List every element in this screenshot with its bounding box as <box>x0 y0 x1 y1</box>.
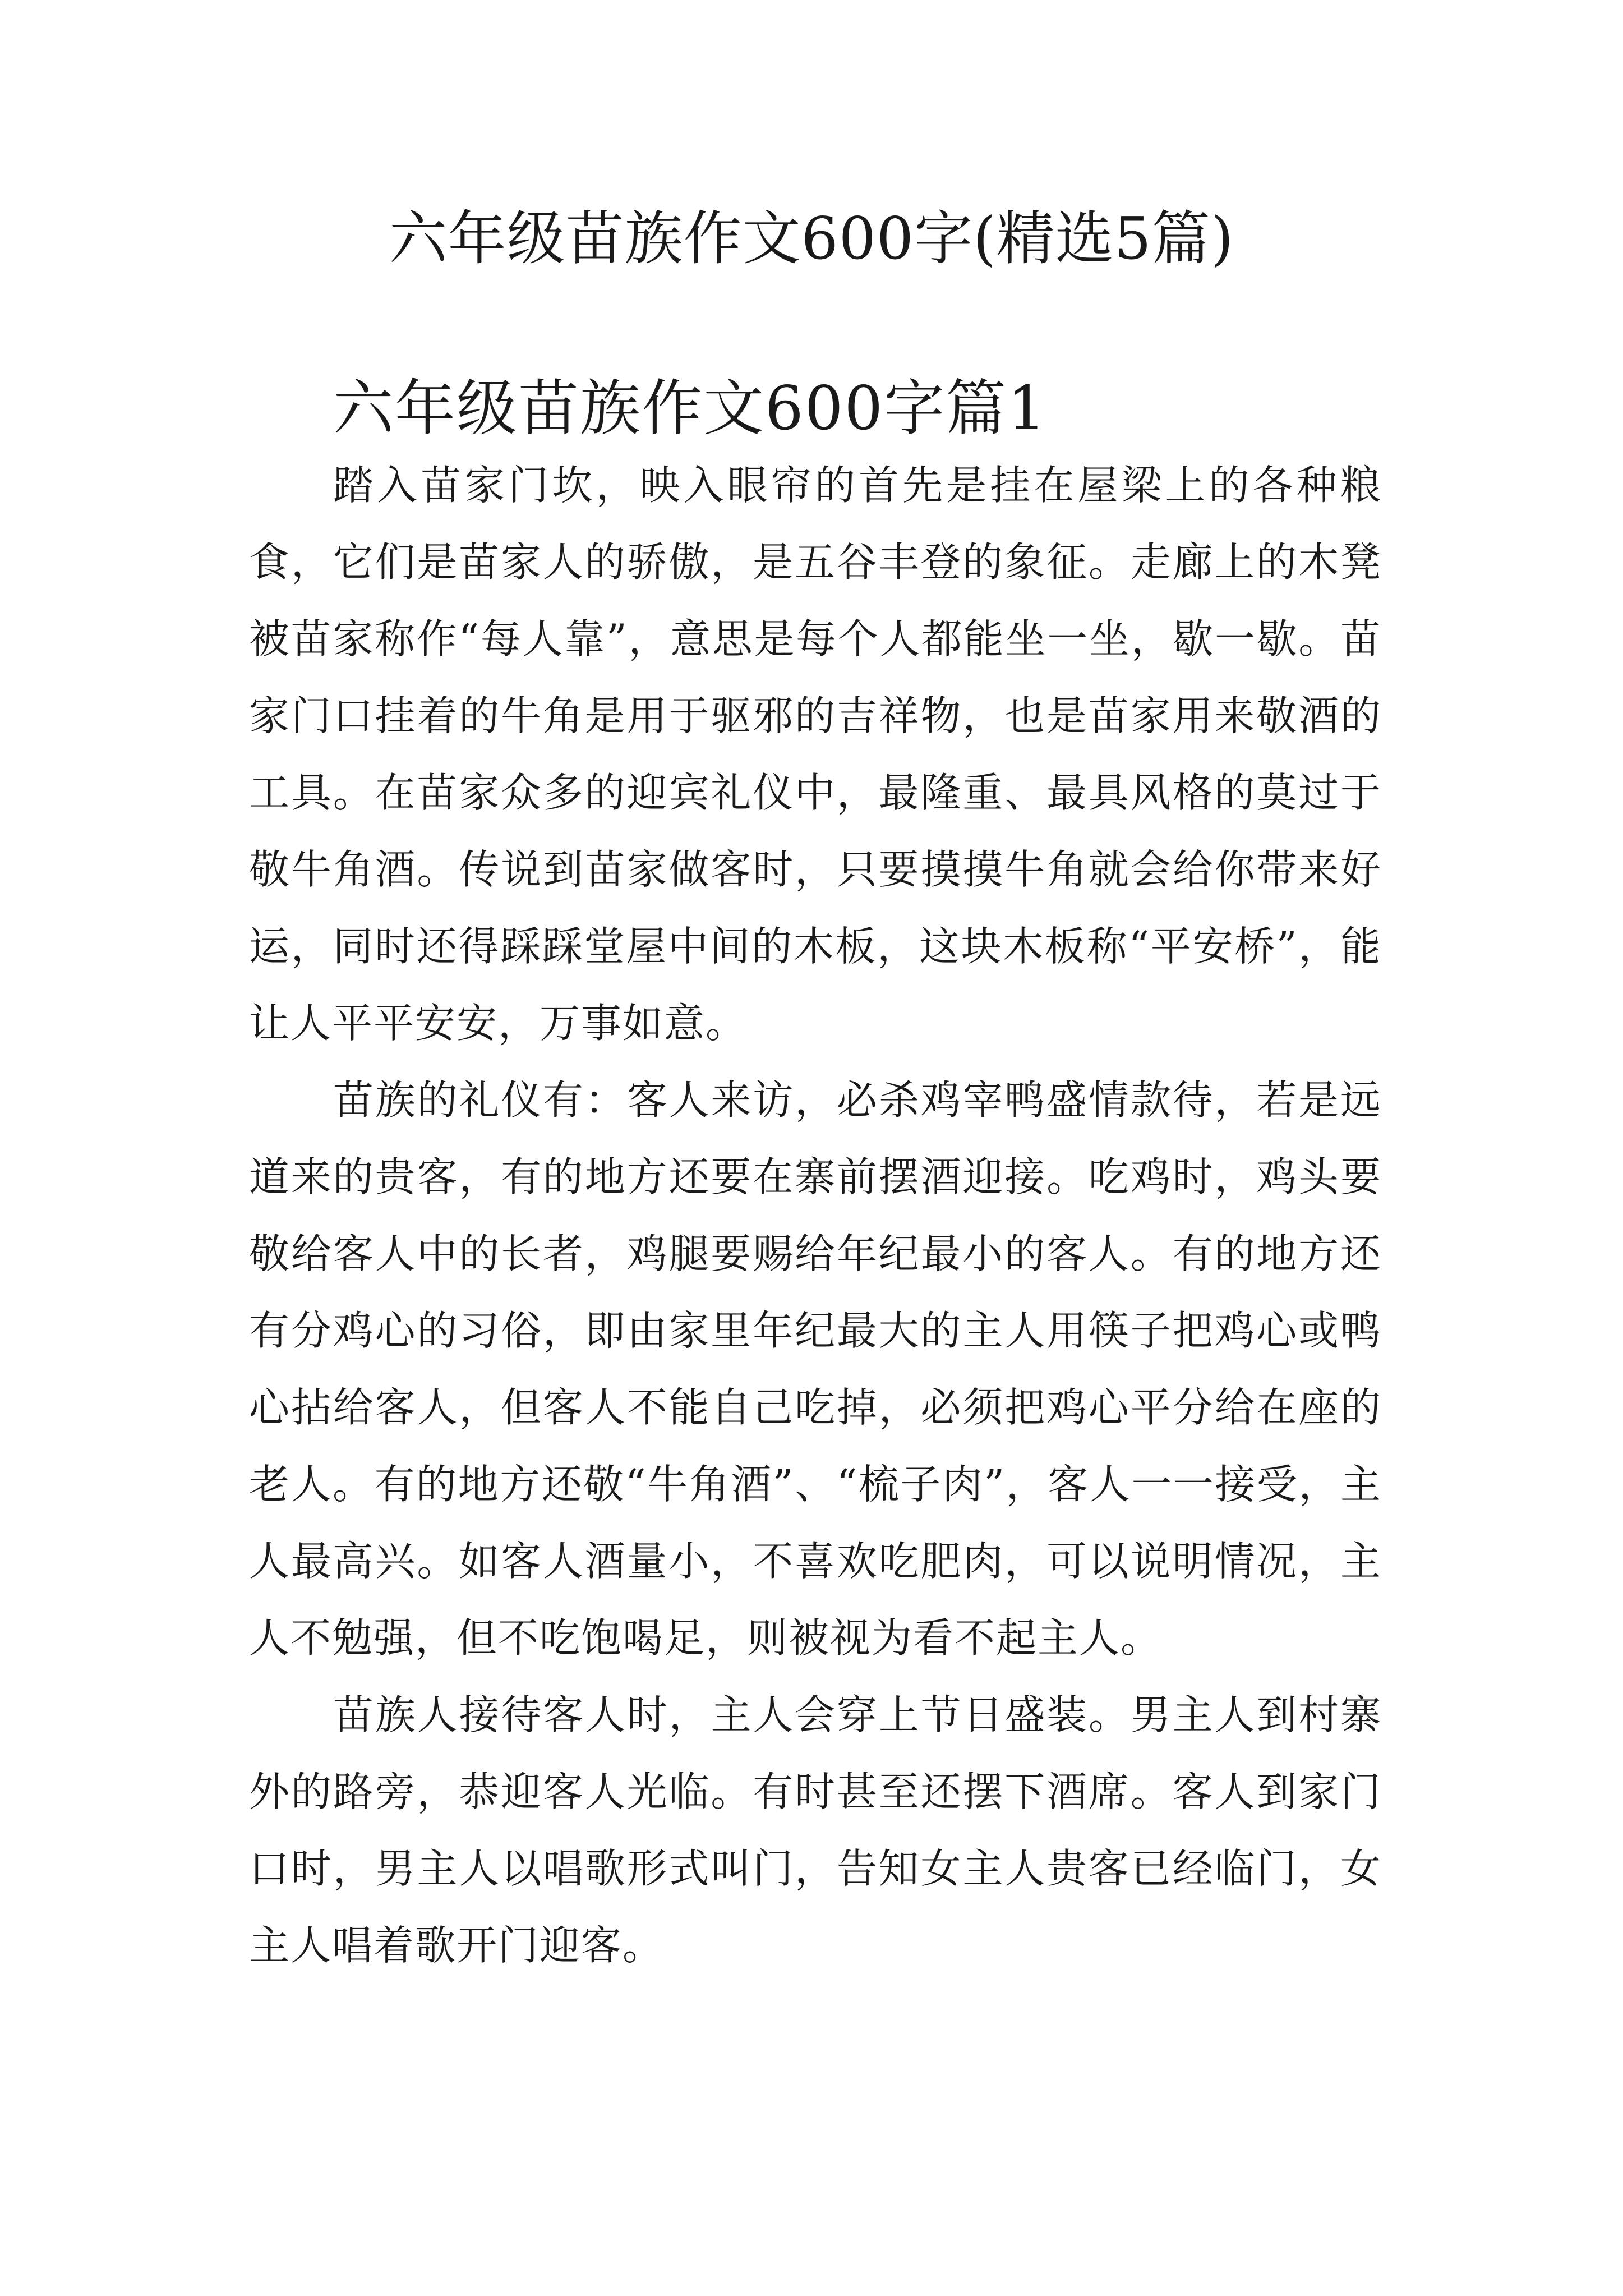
section-heading: 六年级苗族作文600字篇1 <box>333 374 1047 444</box>
paragraph-1: 踏入苗家门坎，映入眼帘的首先是挂在屋梁上的各种粮食，它们是苗家人的骄傲，是五谷丰登的象征。走廊上的木凳被苗家称作“每人靠”，意思是每个人都能坐一坐，歇一歇。苗家门口挂着的牛角是用于驱邪的吉祥物，也是苗家用来敬酒的工具。在苗家众多的迎宾礼仪中，最隆重、最具风格的莫过于敬牛角酒。传说到苗家做客时，只要摸摸牛角就会给你带来好运，同时还得踩踩堂屋中间的木板，这块木板称“平安桥”，能让人平平安安，万事如意。 <box>249 462 1382 1047</box>
paragraph-2: 苗族的礼仪有：客人来访，必杀鸡宰鸭盛情款待，若是远道来的贵客，有的地方还要在寨前摆酒迎接。吃鸡时，鸡头要敬给客人中的长者，鸡腿要赐给年纪最小的客人。有的地方还有分鸡心的习俗，即由家里年纪最大的主人用筷子把鸡心或鸭心拈给客人，但客人不能自己吃掉，必须把鸡心平分给在座的老人。有的地方还敬“牛角酒”、“梳子肉”，客人一一接受，主人最高兴。如客人酒量小，不喜欢吃肥肉，可以说明情况，主人不勉强，但不吃饱喝足，则被视为看不起主人。 <box>249 1076 1382 1662</box>
paragraph-3: 苗族人接待客人时，主人会穿上节日盛装。男主人到村寨外的路旁，恭迎客人光临。有时甚至还摆下酒席。客人到家门口时，男主人以唱歌形式叫门，告知女主人贵客已经临门，女主人唱着歌开门迎客。 <box>249 1691 1382 1969</box>
document-title: 六年级苗族作文600字(精选5篇) <box>389 204 1234 273</box>
document-body <box>249 370 1382 1984</box>
